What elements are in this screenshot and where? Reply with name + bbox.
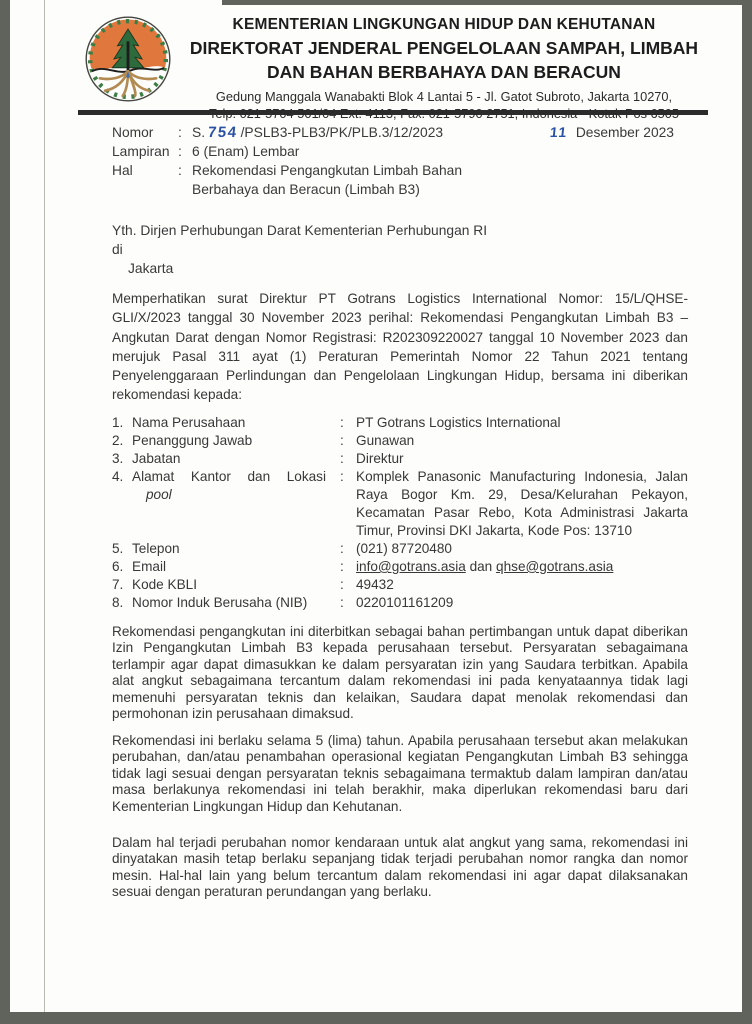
directorate-name-line1: DIREKTORAT JENDERAL PENGELOLAAN SAMPAH, LIMBAH <box>189 38 699 58</box>
detail-row-nib: 8. Nomor Induk Berusaha (NIB) : 0220101161209 <box>112 595 454 610</box>
paragraph-opening: Memperhatikan surat Direktur PT Gotrans Logistics International Nomor: 15/L/QHSE-GLI/X/2023 tanggal 30 November 2023 perihal: Rekomendasi Pengangkutan Limbah B3 – Angkutan Darat dengan Nomor Registrasi: R202309220027 tanggal 10 November 2023 dan merujuk Pasal 311 ayat (1) Peraturan Pemerintah Nomor 22 Tahun 2021 tentang Penyelenggaraan Perlindungan dan Pengelolaan Lingkungan Hidup, bersama ini diberikan rekomendasi kepada: <box>112 291 688 403</box>
letterhead-contact: Telp. 021-5704 501/04 Ext. 4113, Fax. 021-5790 2751, Indonesia - Kotak Pos 6505 <box>208 106 680 121</box>
meta-row-hal <box>112 161 712 199</box>
colon: : <box>340 451 344 466</box>
email-address-1: info@gotrans.asia <box>356 559 466 574</box>
pool-label: pool <box>146 487 172 502</box>
letterhead-divider <box>78 110 708 115</box>
lampiran-label: Lampiran <box>112 144 170 159</box>
letter-date <box>550 123 674 142</box>
colon: : <box>178 163 182 178</box>
detail-row-nama-perusahaan: 1. Nama Perusahaan : PT Gotrans Logistics International <box>112 415 561 430</box>
detail-row-email: 6. Email : info@gotrans.asia dan qhse@gotrans.asia <box>112 559 614 574</box>
date-month-year: Desember 2023 <box>575 125 674 140</box>
recipient-di: di <box>112 242 123 257</box>
page-fold-line <box>44 0 45 1012</box>
detail-row-jabatan: 3. Jabatan : Direktur <box>112 451 404 466</box>
colon: : <box>340 541 344 556</box>
detail-row-telepon: 5. Telepon : (021) 87720480 <box>112 541 452 556</box>
letterhead <box>168 16 720 121</box>
recipient-name: Yth. Dirjen Perhubungan Darat Kementerian Perhubungan RI <box>112 223 488 238</box>
ministry-name: KEMENTERIAN LINGKUNGAN HIDUP DAN KEHUTANAN <box>232 16 656 33</box>
nomor-value: S. 754 /PSLB3-PLB3/PK/PLB.3/12/2023 <box>192 124 444 141</box>
recipient-city: Jakarta <box>128 261 174 276</box>
lampiran-value: 6 (Enam) Lembar <box>192 144 300 159</box>
scan-edge-bottom <box>0 1012 752 1024</box>
paragraph-recommendation-purpose: Rekomendasi pengangkutan ini diterbitkan sebagai bahan pertimbangan untuk dapat diberikan Izin Pengangkutan Limbah B3 kepada perusahaan tersebut. Persyaratan sebagaimana terlampir agar dapat dimasukkan ke dalam persyaratan izin yang Saudara terbitkan. Apabila alat angkut sebagaimana tercantum dalam rekomendasi ini pada kenyataannya tidak lagi memenuhi persyaratan teknis dan kelaikan, Saudara dapat menolak rekomendasi dan permohonan izin perusahaan dimaksud. <box>112 624 688 722</box>
detail-row-alamat: 4. Alamat Kantor dan Lokasi pool : Komplek Panasonic Manufacturing Indonesia, Jalan Raya Bogor Km. 29, Desa/Kelurahan Pekayon, Kecamatan Pasar Rebo, Kota Administrasi Jakarta Timur, Provinsi DKI Jakarta, Kode Pos: 13710 <box>112 469 688 538</box>
detail-row-kbli: 7. Kode KBLI : 49432 <box>112 577 394 592</box>
meta-row-lampiran <box>112 142 712 161</box>
hal-value: Rekomendasi Pengangkutan Limbah Bahan Berbahaya dan Beracun (Limbah B3) <box>192 163 462 197</box>
ministry-emblem-icon <box>84 15 172 103</box>
company-details-list <box>112 414 688 612</box>
colon: : <box>340 415 344 430</box>
colon: : <box>340 595 344 610</box>
paragraph-vehicle-number-change: Dalam hal terjadi perubahan nomor kendaraan untuk alat angkut yang sama, rekomendasi ini dinyatakan masih tetap berlaku sepanjang tidak terjadi perubahan nomor rangka dan nomor mesin. Hal-hal lain yang belum tercantum dalam rekomendasi ini agar dapat dilaksanakan sesuai dengan peraturan perundangan yang berlaku. <box>112 835 688 900</box>
colon: : <box>340 577 344 592</box>
letter-meta <box>112 123 712 199</box>
handwritten-letter-number: 754 <box>207 124 239 141</box>
letterhead-address: Gedung Manggala Wanabakti Blok 4 Lantai 5 - Jl. Gatot Subroto, Jakarta 10270, <box>215 89 673 104</box>
colon: : <box>340 469 344 484</box>
colon: : <box>178 144 182 159</box>
scan-edge-left <box>0 0 10 1014</box>
colon: : <box>178 125 182 140</box>
scan-edge-right <box>742 0 752 1014</box>
nomor-label: Nomor <box>112 125 154 140</box>
colon: : <box>340 433 344 448</box>
colon: : <box>340 559 344 574</box>
handwritten-date-day: 11 <box>549 124 569 140</box>
recipient-block <box>112 221 487 278</box>
paragraph-validity-period: Rekomendasi ini berlaku selama 5 (lima) tahun. Apabila perusahaan tersebut akan melakukan perubahan, dan/atau penambahan operasional kegiatan Pengangkutan Limbah B3 sehingga tidak lagi sesuai dengan persyaratan teknis sebagaimana termaktub dalam lampiran dan/atau masa berlakunya rekomendasi ini telah berakhir, maka diperlukan rekomendasi baru dari Kementerian Lingkungan Hidup dan Kehutanan. <box>112 733 688 814</box>
hal-label: Hal <box>112 163 133 178</box>
scan-edge-top <box>222 0 752 5</box>
email-address-2: qhse@gotrans.asia <box>496 559 614 574</box>
directorate-name-line2: DAN BAHAN BERBAHAYA DAN BERACUN <box>267 62 621 82</box>
detail-row-penanggung-jawab: 2. Penanggung Jawab : Gunawan <box>112 433 415 448</box>
